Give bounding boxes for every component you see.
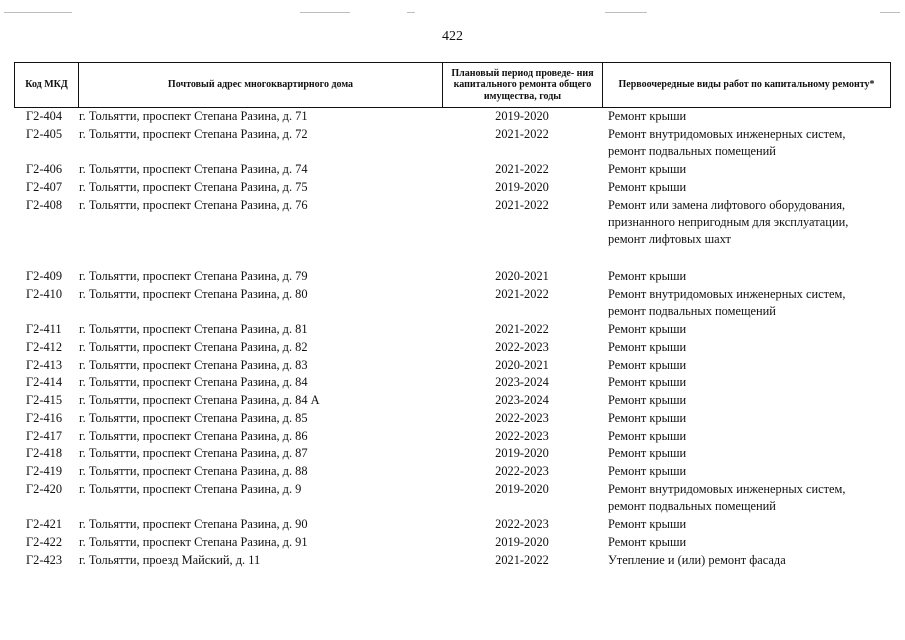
row-code: Г2-414	[26, 375, 63, 389]
row-address: г. Тольятти, проспект Степана Разина, д. 81	[79, 322, 308, 336]
table-row	[0, 339, 905, 356]
row-works	[608, 286, 845, 320]
row-period: 2021-2022	[495, 162, 549, 176]
row-address: г. Тольятти, проспект Степана Разина, д. 71	[79, 109, 308, 123]
scan-artifact	[4, 12, 72, 13]
row-code: Г2-413	[26, 358, 63, 372]
row-works	[608, 552, 786, 569]
row-period: 2019-2020	[495, 180, 549, 194]
row-works	[608, 534, 686, 551]
row-works	[608, 463, 686, 480]
row-period: 2019-2020	[495, 535, 549, 549]
row-works	[608, 410, 686, 427]
row-address: г. Тольятти, проспект Степана Разина, д. 83	[79, 358, 308, 372]
work-line: ремонт подвальных помещений	[608, 499, 776, 513]
table-row	[0, 516, 905, 533]
row-period: 2022-2023	[495, 411, 549, 425]
row-address: г. Тольятти, проспект Степана Разина, д. 85	[79, 411, 308, 425]
work-line: Ремонт крыши	[608, 446, 687, 460]
work-line: Ремонт крыши	[608, 393, 687, 407]
row-period: 2019-2020	[495, 109, 549, 123]
row-period: 2021-2022	[495, 198, 549, 212]
row-works	[608, 321, 686, 338]
work-line: Ремонт внутридомовых инженерных систем,	[608, 127, 846, 141]
scan-artifact	[407, 12, 415, 13]
work-line: Ремонт крыши	[608, 411, 687, 425]
row-address: г. Тольятти, проспект Степана Разина, д. 86	[79, 429, 308, 443]
work-line: Ремонт или замена лифтового оборудования,	[608, 198, 846, 212]
row-period: 2021-2022	[495, 322, 549, 336]
row-code: Г2-410	[26, 287, 63, 301]
work-line: Ремонт крыши	[608, 358, 687, 372]
table-row	[0, 481, 905, 513]
row-address: г. Тольятти, проспект Степана Разина, д. 76	[79, 198, 308, 212]
header-period: Плановый период проведе- ния капитального ремонта общего имущества, годы	[442, 63, 602, 107]
row-period: 2023-2024	[495, 393, 549, 407]
row-works	[608, 126, 845, 160]
work-line: Ремонт крыши	[608, 535, 687, 549]
table-row	[0, 321, 905, 338]
row-period: 2023-2024	[495, 375, 549, 389]
row-address: г. Тольятти, проспект Степана Разина, д. 90	[79, 517, 308, 531]
table-row	[0, 161, 905, 178]
work-line: Ремонт крыши	[608, 340, 687, 354]
row-address: г. Тольятти, проезд Майский, д. 11	[79, 553, 261, 567]
row-period: 2021-2022	[495, 553, 549, 567]
row-works	[608, 268, 686, 285]
row-period: 2021-2022	[495, 287, 549, 301]
row-code: Г2-417	[26, 429, 63, 443]
work-line: ремонт подвальных помещений	[608, 304, 776, 318]
row-period: 2019-2020	[495, 446, 549, 460]
row-works	[608, 339, 686, 356]
row-code: Г2-408	[26, 198, 63, 212]
work-line: Ремонт крыши	[608, 464, 687, 478]
table-row	[0, 374, 905, 391]
table-row	[0, 286, 905, 318]
row-works	[608, 179, 686, 196]
row-period: 2022-2023	[495, 340, 549, 354]
row-works	[608, 357, 686, 374]
page-number: 422	[442, 29, 463, 44]
header-works: Первоочередные виды работ по капитальному ремонту*	[602, 63, 890, 107]
row-code: Г2-407	[26, 180, 63, 194]
work-line: ремонт лифтовых шахт	[608, 232, 731, 246]
row-code: Г2-405	[26, 127, 63, 141]
row-code: Г2-415	[26, 393, 63, 407]
row-address: г. Тольятти, проспект Степана Разина, д. 88	[79, 464, 308, 478]
work-line: Ремонт крыши	[608, 429, 687, 443]
row-address: г. Тольятти, проспект Степана Разина, д. 91	[79, 535, 308, 549]
work-line: Ремонт внутридомовых инженерных систем,	[608, 287, 846, 301]
table-row	[0, 179, 905, 196]
row-code: Г2-404	[26, 109, 63, 123]
header-code: Код МКД	[25, 79, 68, 91]
row-address: г. Тольятти, проспект Степана Разина, д. 84	[79, 375, 308, 389]
row-code: Г2-418	[26, 446, 63, 460]
table-row	[0, 268, 905, 285]
row-address: г. Тольятти, проспект Степана Разина, д. 79	[79, 269, 308, 283]
row-code: Г2-423	[26, 553, 63, 567]
row-code: Г2-411	[26, 322, 62, 336]
row-period: 2020-2021	[495, 358, 549, 372]
row-works	[608, 445, 686, 462]
scan-artifact	[880, 12, 900, 13]
row-code: Г2-412	[26, 340, 63, 354]
scan-artifact	[300, 12, 350, 13]
table-row	[0, 463, 905, 480]
work-line: признанного непригодным для эксплуатации,	[608, 215, 849, 229]
table-row	[0, 108, 905, 125]
row-address: г. Тольятти, проспект Степана Разина, д. 75	[79, 180, 308, 194]
row-works	[608, 161, 686, 178]
work-line: Ремонт крыши	[608, 109, 687, 123]
table-row	[0, 126, 905, 158]
row-code: Г2-419	[26, 464, 63, 478]
work-line: ремонт подвальных помещений	[608, 144, 776, 158]
table-row	[0, 445, 905, 462]
row-code: Г2-420	[26, 482, 63, 496]
row-period: 2020-2021	[495, 269, 549, 283]
row-works	[608, 108, 686, 125]
row-works	[608, 392, 686, 409]
scan-artifact	[605, 12, 647, 13]
row-address: г. Тольятти, проспект Степана Разина, д. 84 А	[79, 393, 320, 407]
row-address: г. Тольятти, проспект Степана Разина, д. 72	[79, 127, 308, 141]
row-period: 2021-2022	[495, 127, 549, 141]
row-code: Г2-421	[26, 517, 63, 531]
row-works	[608, 197, 848, 248]
table-row	[0, 357, 905, 374]
row-address: г. Тольятти, проспект Степана Разина, д. 87	[79, 446, 308, 460]
work-line: Ремонт крыши	[608, 180, 687, 194]
table-row	[0, 197, 905, 246]
table-row	[0, 410, 905, 427]
work-line: Ремонт внутридомовых инженерных систем,	[608, 482, 846, 496]
table-row	[0, 552, 905, 569]
row-period: 2019-2020	[495, 482, 549, 496]
row-address: г. Тольятти, проспект Степана Разина, д. 82	[79, 340, 308, 354]
table-row	[0, 428, 905, 445]
row-address: г. Тольятти, проспект Степана Разина, д. 74	[79, 162, 308, 176]
row-address: г. Тольятти, проспект Степана Разина, д. 80	[79, 287, 308, 301]
row-code: Г2-406	[26, 162, 63, 176]
table-header	[14, 62, 891, 108]
work-line: Ремонт крыши	[608, 517, 687, 531]
row-period: 2022-2023	[495, 464, 549, 478]
row-works	[608, 516, 686, 533]
row-code: Г2-416	[26, 411, 63, 425]
work-line: Ремонт крыши	[608, 375, 687, 389]
table-row	[0, 534, 905, 551]
work-line: Утепление и (или) ремонт фасада	[608, 553, 786, 567]
work-line: Ремонт крыши	[608, 162, 687, 176]
row-period: 2022-2023	[495, 517, 549, 531]
header-address: Почтовый адрес многоквартирного дома	[78, 63, 442, 107]
work-line: Ремонт крыши	[608, 269, 687, 283]
row-address: г. Тольятти, проспект Степана Разина, д. 9	[79, 482, 302, 496]
row-works	[608, 428, 686, 445]
row-works	[608, 481, 845, 515]
table-row	[0, 392, 905, 409]
row-works	[608, 374, 686, 391]
work-line: Ремонт крыши	[608, 322, 687, 336]
row-period: 2022-2023	[495, 429, 549, 443]
row-code: Г2-422	[26, 535, 63, 549]
row-code: Г2-409	[26, 269, 63, 283]
